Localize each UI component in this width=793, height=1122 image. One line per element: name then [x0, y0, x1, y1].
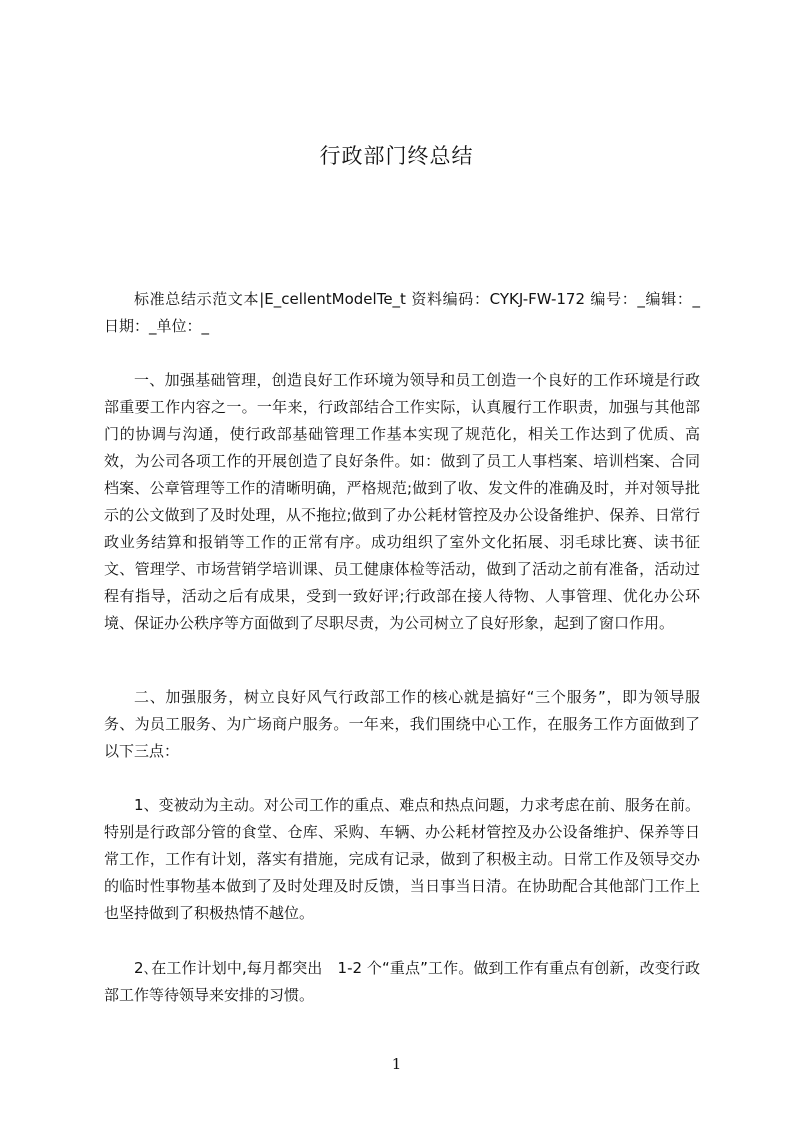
paragraph-service: 二、加强服务，树立良好风气行政部工作的核心就是搞好“三个服务”，即为领导服务、为员工服务、为广场商户服务。一年来，我们围绕中心工作，在服务工作方面做到了以下三点： — [104, 688, 700, 760]
paragraph-basic-management: 一、加强基础管理，创造良好工作环境为领导和员工创造一个良好的工作环境是行政部重要工作内容之一。一年来，行政部结合工作实际，认真履行工作职责，加强与其他部门的协调与沟通，使行政部基础管理工作基本实现了规范化，相关工作达到了优质、高效，为公司各项工作的开展创造了良好条件。如：做到了员工人事档案、培训档案、合同档案、公章管理等工作的清晰明确，严格规范;做到了收、发文件的准确及时，并对领导批示的公文做到了及时处理，从不拖拉;做到了办公耗材管控及办公设备维护、保养、日常行政业务结算和报销等工作的正常有序。成功组织了室外文化拓展、羽毛球比赛、读书征文、管理学、市场营销学培训课、员工健康体检等活动，做到了活动之前有准备，活动过程有指导，活动之后有成果，受到一致好评;行政部在接人待物、人事管理、优化办公环境、保证办公秩序等方面做到了尽职尽责，为公司树立了良好形象，起到了窗口作用。 — [104, 371, 700, 632]
paragraph-monthly-focus: 2､在工作计划中,每月都突出 1-2 个“重点”工作。做到工作有重点有创新，改变行政部工作等待领导来安排的习惯。 — [104, 959, 700, 1004]
paragraph-proactive: 1、变被动为主动。对公司工作的重点、难点和热点问题，力求考虑在前、服务在前。特别是行政部分管的食堂、仓库、采购、车辆、办公耗材管控及办公设备维护、保养等日常工作，工作有计划，落实有措施，完成有记录，做到了积极主动。日常工作及领导交办的临时性事物基本做到了及时处理及时反馈，当日事当日清。在协助配合其他部门工作上也坚持做到了积极热情不越位。 — [104, 796, 700, 922]
document-title: 行政部门终总结 — [319, 144, 474, 168]
meta-info-line: 标准总结示范文本|E_cellentModelTe_t 资料编码：CYKJ-FW-172 编号：_编辑：_日期：_单位：_ — [104, 290, 700, 335]
page-number: 1 — [391, 1055, 402, 1073]
